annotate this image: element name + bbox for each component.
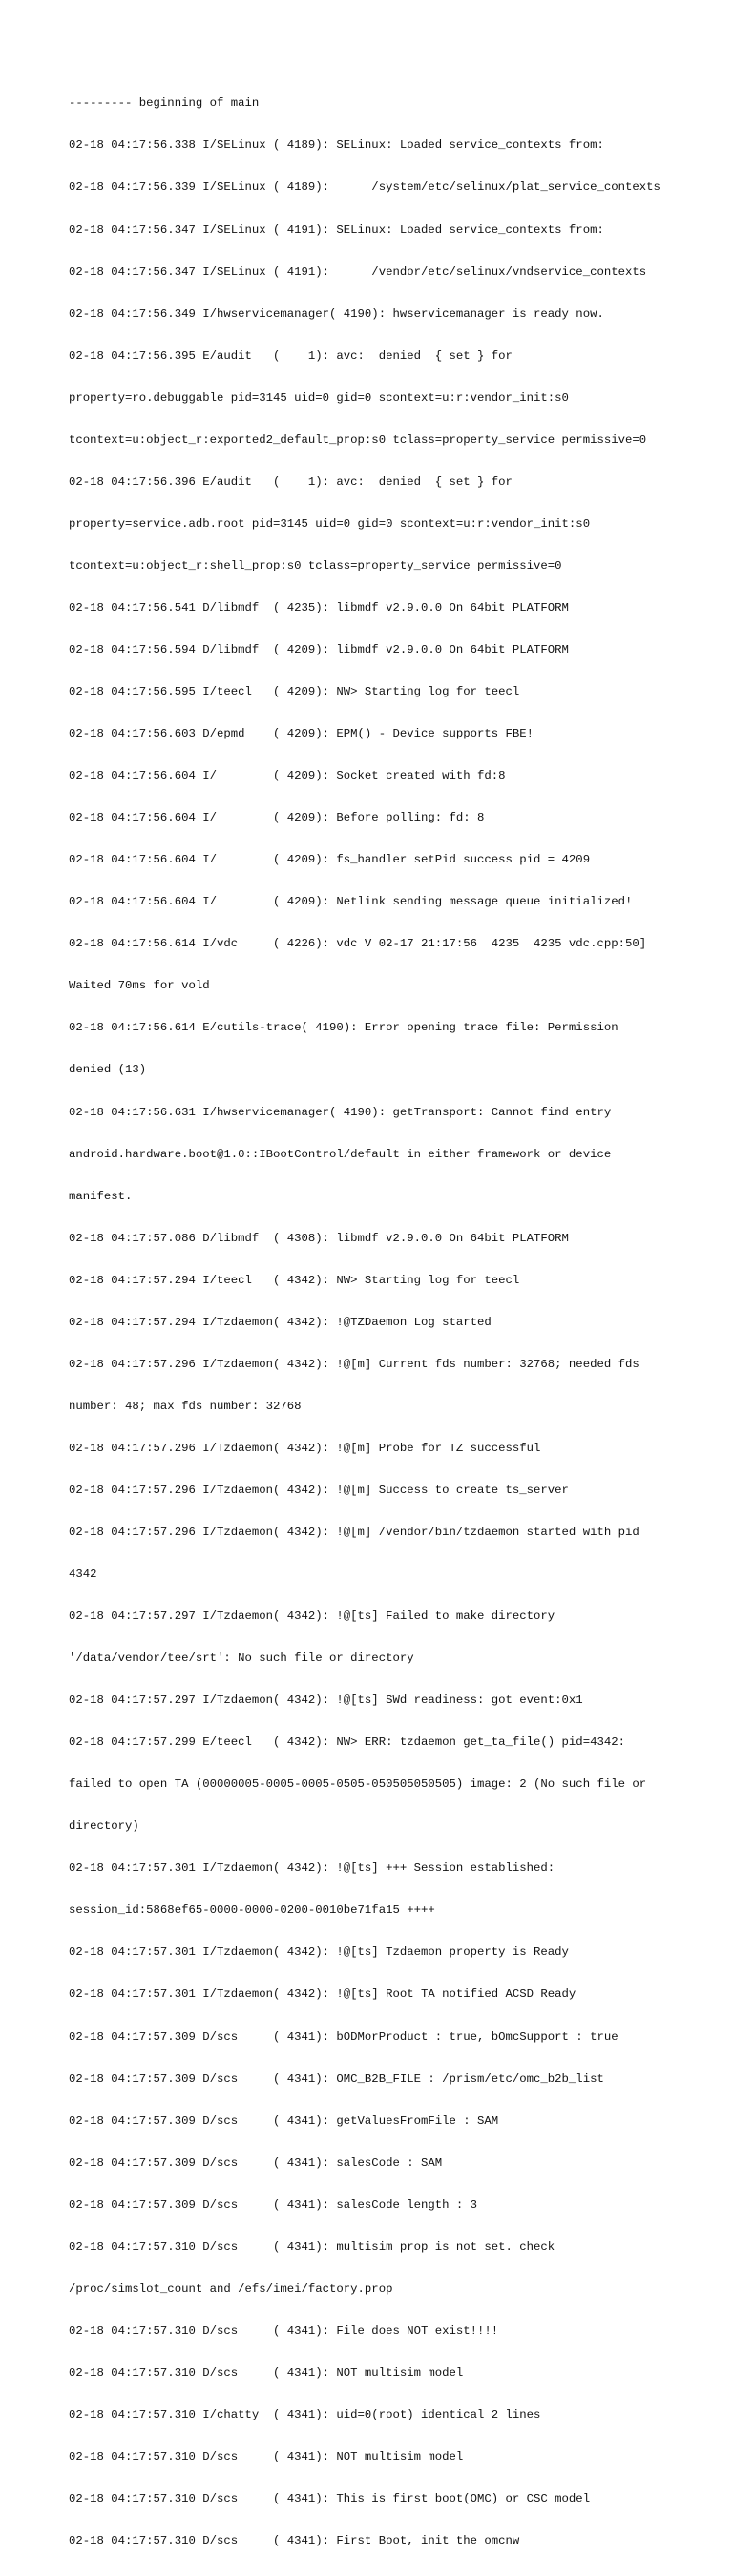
log-text-block (69, 69, 680, 2576)
log-line: 02-18 04:17:57.309 D/scs ( 4341): salesCode length : 3 (69, 2197, 478, 2212)
log-line: 02-18 04:17:56.595 I/teecl ( 4209): NW> Starting log for teecl (69, 685, 520, 699)
log-line: 02-18 04:17:57.310 D/scs ( 4341): multisim prop is not set. check (69, 2239, 555, 2254)
log-line: tcontext=u:object_r:exported2_default_prop:s0 tclass=property_service permissive=0 (69, 432, 647, 447)
log-line: 02-18 04:17:57.294 I/Tzdaemon( 4342): !@TZDaemon Log started (69, 1315, 492, 1329)
log-line: property=service.adb.root pid=3145 uid=0 gid=0 scontext=u:r:vendor_init:s0 (69, 516, 591, 530)
log-line: 02-18 04:17:56.339 I/SELinux ( 4189): /system/etc/selinux/plat_service_contexts (69, 180, 660, 195)
log-line: 02-18 04:17:56.603 D/epmd ( 4209): EPM() - Device supports FBE! (69, 727, 534, 741)
log-line: 02-18 04:17:57.294 I/teecl ( 4342): NW> Starting log for teecl (69, 1273, 520, 1287)
log-line: tcontext=u:object_r:shell_prop:s0 tclass=property_service permissive=0 (69, 558, 562, 572)
log-line: 02-18 04:17:56.604 I/ ( 4209): fs_handler setPid success pid = 4209 (69, 853, 591, 867)
log-line: 02-18 04:17:56.614 I/vdc ( 4226): vdc V 02-17 21:17:56 4235 4235 vdc.cpp:50] (69, 937, 647, 951)
log-line: 02-18 04:17:56.395 E/audit ( 1): avc: denied { set } for (69, 348, 513, 363)
log-line: 02-18 04:17:57.301 I/Tzdaemon( 4342): !@[ts] +++ Session established: (69, 1861, 555, 1876)
log-line: 4342 (69, 1568, 97, 1582)
log-line: 02-18 04:17:57.309 D/scs ( 4341): salesCode : SAM (69, 2155, 443, 2170)
log-line: denied (13) (69, 1063, 147, 1077)
log-line: 02-18 04:17:56.338 I/SELinux ( 4189): SELinux: Loaded service_contexts from: (69, 138, 604, 153)
log-line: 02-18 04:17:56.347 I/SELinux ( 4191): /vendor/etc/selinux/vndservice_contexts (69, 264, 647, 279)
log-line: 02-18 04:17:56.594 D/libmdf ( 4209): libmdf v2.9.0.0 On 64bit PLATFORM (69, 642, 569, 656)
log-line: 02-18 04:17:57.310 D/scs ( 4341): First Boot, init the omcnw (69, 2534, 520, 2548)
log-line: 02-18 04:17:57.297 I/Tzdaemon( 4342): !@[ts] Failed to make directory (69, 1610, 555, 1624)
document-page (69, 69, 680, 2576)
log-line: 02-18 04:17:57.296 I/Tzdaemon( 4342): !@[m] Success to create ts_server (69, 1483, 569, 1497)
log-line: 02-18 04:17:56.604 I/ ( 4209): Before polling: fd: 8 (69, 811, 485, 825)
log-line: 02-18 04:17:57.301 I/Tzdaemon( 4342): !@[ts] Root TA notified ACSD Ready (69, 1987, 576, 2002)
log-line: '/data/vendor/tee/srt': No such file or directory (69, 1652, 414, 1666)
log-line: 02-18 04:17:56.631 I/hwservicemanager( 4190): getTransport: Cannot find entry (69, 1105, 612, 1119)
log-line: 02-18 04:17:57.310 D/scs ( 4341): NOT multisim model (69, 2450, 464, 2463)
log-line: 02-18 04:17:56.396 E/audit ( 1): avc: denied { set } for (69, 474, 513, 488)
log-line: 02-18 04:17:57.301 I/Tzdaemon( 4342): !@[ts] Tzdaemon property is Ready (69, 1945, 569, 1960)
log-line: 02-18 04:17:57.296 I/Tzdaemon( 4342): !@[m] Probe for TZ successful (69, 1441, 541, 1455)
log-line: 02-18 04:17:57.297 I/Tzdaemon( 4342): !@[ts] SWd readiness: got event:0x1 (69, 1693, 583, 1708)
log-line: 02-18 04:17:57.299 E/teecl ( 4342): NW> ERR: tzdaemon get_ta_file() pid=4342: (69, 1735, 625, 1750)
log-line: directory) (69, 1819, 139, 1834)
log-line: failed to open TA (00000005-0005-0005-0505-050505050505) image: 2 (No such file or (69, 1777, 647, 1792)
log-line: 02-18 04:17:56.614 E/cutils-trace( 4190): Error opening trace file: Permission (69, 1021, 618, 1035)
log-line: 02-18 04:17:57.309 D/scs ( 4341): OMC_B2B_FILE : /prism/etc/omc_b2b_list (69, 2071, 604, 2086)
log-line: 02-18 04:17:57.309 D/scs ( 4341): bODMorProduct : true, bOmcSupport : true (69, 2029, 618, 2044)
log-line: /proc/simslot_count and /efs/imei/factory.prop (69, 2281, 393, 2296)
log-line: --------- beginning of main (69, 96, 260, 111)
log-line: Waited 70ms for vold (69, 979, 210, 993)
log-line: 02-18 04:17:56.347 I/SELinux ( 4191): SELinux: Loaded service_contexts from: (69, 222, 604, 237)
log-line: 02-18 04:17:56.349 I/hwservicemanager( 4190): hwservicemanager is ready now. (69, 306, 604, 321)
log-line: 02-18 04:17:56.541 D/libmdf ( 4235): libmdf v2.9.0.0 On 64bit PLATFORM (69, 600, 569, 614)
log-line: session_id:5868ef65-0000-0000-0200-0010be71fa15 ++++ (69, 1903, 435, 1918)
log-line: 02-18 04:17:56.604 I/ ( 4209): Socket created with fd:8 (69, 769, 506, 783)
log-line: 02-18 04:17:57.086 D/libmdf ( 4308): libmdf v2.9.0.0 On 64bit PLATFORM (69, 1231, 569, 1245)
log-line: 02-18 04:17:57.310 D/scs ( 4341): This is first boot(OMC) or CSC model (69, 2492, 591, 2506)
log-line: property=ro.debuggable pid=3145 uid=0 gid=0 scontext=u:r:vendor_init:s0 (69, 390, 569, 405)
log-line: number: 48; max fds number: 32768 (69, 1399, 302, 1413)
log-line: 02-18 04:17:57.296 I/Tzdaemon( 4342): !@[m] Current fds number: 32768; needed fds (69, 1357, 639, 1371)
log-line: 02-18 04:17:57.309 D/scs ( 4341): getValuesFromFile : SAM (69, 2113, 499, 2128)
log-line: 02-18 04:17:56.604 I/ ( 4209): Netlink sending message queue initialized! (69, 895, 633, 909)
log-line: 02-18 04:17:57.310 D/scs ( 4341): NOT multisim model (69, 2365, 464, 2379)
log-line: android.hardware.boot@1.0::IBootControl/default in either framework or device (69, 1147, 612, 1161)
log-line: 02-18 04:17:57.310 D/scs ( 4341): File does NOT exist!!!! (69, 2323, 499, 2337)
log-line: 02-18 04:17:57.296 I/Tzdaemon( 4342): !@[m] /vendor/bin/tzdaemon started with pid (69, 1525, 639, 1539)
log-line: 02-18 04:17:57.310 I/chatty ( 4341): uid=0(root) identical 2 lines (69, 2407, 541, 2421)
log-line: manifest. (69, 1189, 133, 1203)
